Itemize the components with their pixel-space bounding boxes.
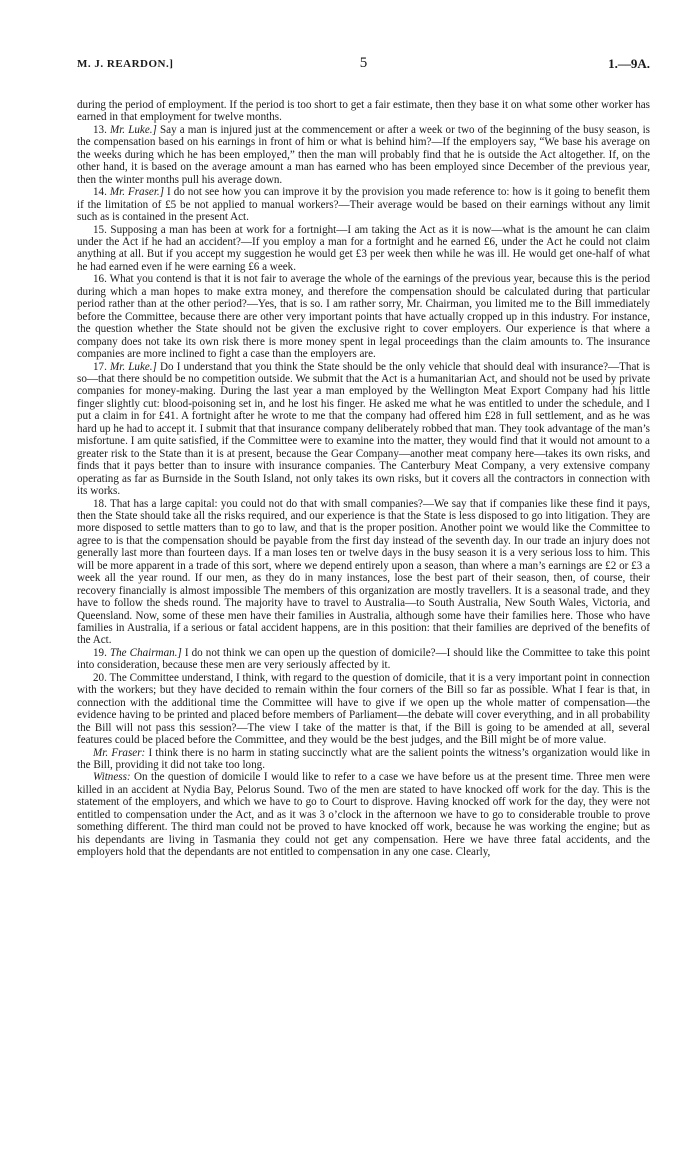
paper-reference: 1.—9A. <box>608 56 650 71</box>
paragraph: 18. That has a large capital: you could not do that with small companies?—We say that if companies like these find it pays, then the State should take all the risks required, and our experience is that the State is less disposed to go into litigation. They are more disposed to settle matters than to go to law, and that is the proper position. Another point we would like the Committee to agree to is that the compensation should be payable from the first day instead of the seventh day. In our trade an injury does not generally last more than fourteen days. If a man loses ten or twelve days in the busy season it is a very serious loss to him. This will be more apparent in a trade of this sort, where we depend entirely upon a season, than where a man’s earnings are £2 or £3 a week all the year round. If our men, as they do in many instances, lose the best part of their season, then, of course, their recovery financially is almost impossible The members of this organization are mostly travellers. It is a seasonal trade, and they have to follow the sheds round. The majority have to travel to Australia—to South Australia, New South Wales, Victoria, and Queensland. Now, some of these men have their families in Australia, although some have their families here. Those who have families in Australia, if a serious or fatal accident happens, are in this position: that their families are deprived of the benefits of the Act. <box>77 497 651 647</box>
speaker: Witness: <box>93 771 131 784</box>
question-number: 16. <box>93 273 107 286</box>
question-number: 17. <box>93 360 107 373</box>
speaker: Mr. Fraser.] <box>109 186 165 199</box>
page-header <box>77 55 650 78</box>
paragraph: 20. The Committee understand, I think, with regard to the question of domicile, that it is a very important point in connection with the workers; but they have decided to remain within the four corners of the Bill so far as possible. What I fear is that, in connection with the additional time the Committee will have to give if we open up the whole matter of compensation—the evidence having to be printed and placed before members of Parliament—the debate will cover everything, and in all probability the Bill will not pass this session?—The view I take of the matter is that, if the Bill is going to be amended at all, several features could be placed before the Committee, and they would be the best judges, and the Bill might be of more value. <box>77 671 650 747</box>
paragraph: 15. Supposing a man has been at work for a fortnight—I am taking the Act as it is now—what is the amount he can claim under the Act if he had an accident?—If you employ a man for a fortnight and he earned £6, under the Act he could not claim anything at all. But if you accept my suggestion he would get £3 per week then while he was ill. He would get one-half of what he had earned even if he were earning £6 a week. <box>77 223 650 273</box>
witness-name: M. J. REARDON.] <box>77 58 174 70</box>
paragraph: 16. What you contend is that it is not fair to average the whole of the earnings of the previous year, because this is the period during which a man hopes to make extra money, and therefore the compensation should be calculated during that particular period rather than at the other period?—Yes, that is so. I am rather sorry, Mr. Chairman, you limited me to the Bill immediately before the Committee, because there are other very important points that have actually cropped up in this industry. For instance, the question whether the State should not be given the exclusive right to cover employers. Our experience is that where a company does not take its own risk there is more money spent in legal proceedings than the claim amounts to. The insurance companies are more inclined to fight a case than the employers are. <box>77 273 650 361</box>
paragraph: Witness: On the question of domicile I would like to refer to a case we have before us at the present time. Three men were killed in an accident at Nydia Bay, Pelorus Sound. Two of the men are stated to have knocked off work for the day. This is the statement of the employers, and which we have to go to Court to disprove. Having knocked off work for the day, they were not entitled to compensation under the Act, and as it was 3 o’clock in the afternoon we have to go to considerable trouble to prove something different. The third man could not be proved to have knocked off work, because he was working the engine; but as his dependants are living in Tasmania they could not get any compensation. Here we have three fatal accidents, and the employers hold that the dependants are not entitled to compensation in any one case. Clearly, <box>77 771 650 859</box>
speaker: The Chairman.] <box>109 646 182 659</box>
speaker: Mr. Luke.] <box>110 360 157 373</box>
page-number: 5 <box>359 55 368 71</box>
question-number: 20. <box>93 671 107 684</box>
paragraph: Mr. Fraser: I think there is no harm in stating succinctly what are the salient points the witness’s organization would like in the Bill, providing it did not take too long. <box>77 746 650 772</box>
paragraph: 13. Mr. Luke.] Say a man is injured just at the commencement or after a week or two of the beginning of the busy season, is the compensation based on his earnings in front of him or what is behind him?—If the employers say, “We base his average on the weeks during which he has been employed,” then the man will probably find that he is outside the Act altogether. If, on the other hand, it is based on the average amount a man has earned who has been employed since December of the previous year, then the winter months pull his average down. <box>77 123 650 186</box>
question-number: 18. <box>93 497 107 510</box>
question-number: 19. <box>93 646 107 659</box>
question-number: 15. <box>93 223 107 236</box>
question-number: 13. <box>93 123 107 136</box>
paragraph: 19. The Chairman.] I do not think we can open up the question of domicile?—I should like the Committee to take this point into consideration, because these men are very seriously affected by it. <box>77 646 650 672</box>
speaker: Mr. Fraser: <box>93 746 146 759</box>
question-number: 14. <box>93 186 107 199</box>
paragraph: 14. Mr. Fraser.] I do not see how you can improve it by the provision you made reference to: how is it going to benefit them if the limitation of £5 be not applied to manual workers?—Their average would be based on their earnings without any limit such as is contained in the present Act. <box>77 186 650 224</box>
paragraph: during the period of employment. If the period is too short to get a fair estimate, then they base it on what some other worker has earned in that employment for twelve months. <box>77 99 650 124</box>
paragraph: 17. Mr. Luke.] Do I understand that you think the State should be the only vehicle that should deal with insurance?—That is so—that there should be no competition outside. We submit that the Act is a humanitarian Act, and should not be used by private companies for money-making. During the last year a man employed by the Wellington Meat Export Company had his little finger slightly cut: blood-poisoning set in, and he lost his finger. He asked me what he was entitled to under the schedule, and I put a claim in for £41. A fortnight after he wrote to me that the company had offered him £28 in full settlement, and as he was hard up he had to accept it. I submit that that insurance company deliberately robbed that man. They took advantage of the man’s misfortune. I am quite satisfied, if the Committee were to examine into the matter, they would find that it would not amount to a greater risk to the State than it is at present, because the Gear Company—another meat company here—takes its own risks, and finds that it pays better than to insure with insurance companies. The Canterbury Meat Company, a very extensive company operating as far as Burnside in the South Island, not only takes its own risks, but it covers all the contractors in connection with its works. <box>77 360 650 498</box>
speaker: Mr. Luke.] <box>109 123 157 136</box>
page-body <box>77 99 650 859</box>
